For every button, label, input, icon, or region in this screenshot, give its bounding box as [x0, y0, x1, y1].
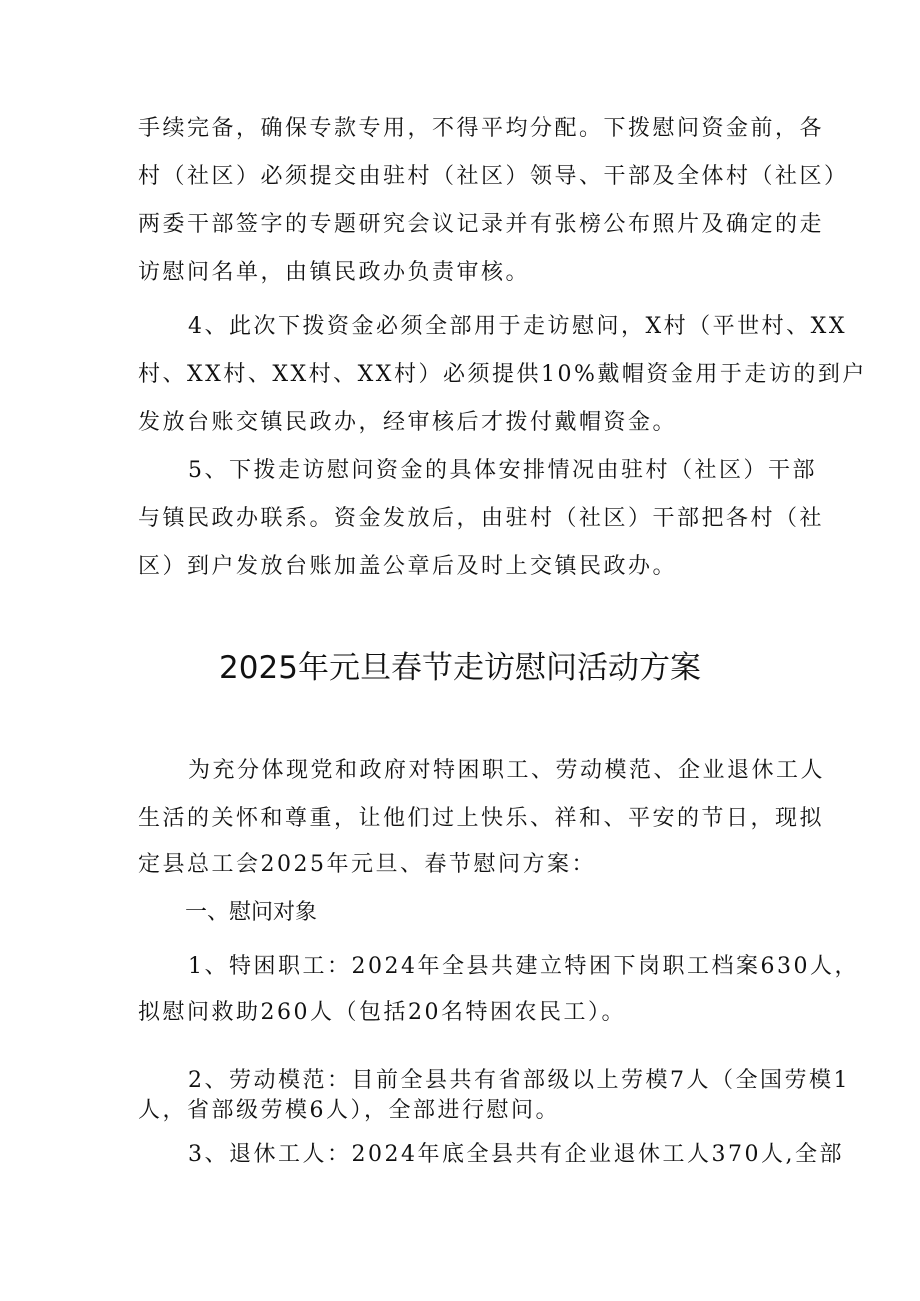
document-title: 2025年元旦春节走访慰问活动方案	[219, 650, 701, 686]
text-line: 区）到户发放台账加盖公章后及时上交镇民政办。	[138, 554, 678, 579]
text-line: 发放台账交镇民政办，经审核后才拨付戴帽资金。	[138, 410, 678, 435]
text-line: 人，省部级劳模6人），全部进行慰问。	[138, 1098, 560, 1123]
text-line: 5、下拨走访慰问资金的具体安排情况由驻村（社区）干部	[188, 458, 817, 483]
text-line: 两委干部签字的专题研究会议记录并有张榜公布照片及确定的走	[138, 212, 825, 237]
text-line: 为充分体现党和政府对特困职工、劳动模范、企业退休工人	[188, 758, 826, 783]
text-line: 定县总工会2025年元旦、春节慰问方案：	[138, 852, 596, 877]
text-line: 1、特困职工：2024年全县共建立特困下岗职工档案630人，	[188, 954, 859, 979]
text-line: 手续完备，确保专款专用，不得平均分配。下拨慰问资金前，各	[138, 116, 825, 141]
text-line: 与镇民政办联系。资金发放后，由驻村（社区）干部把各村（社	[138, 506, 825, 531]
text-line: 3、退休工人：2024年底全县共有企业退休工人370人,全部	[188, 1142, 844, 1167]
text-line: 村、XX村、XX村、XX村）必须提供10%戴帽资金用于走访的到户	[138, 362, 867, 387]
text-line: 2、劳动模范：目前全县共有省部级以上劳模7人（全国劳模1	[188, 1068, 850, 1093]
text-line: 生活的关怀和尊重，让他们过上快乐、祥和、平安的节日，现拟	[138, 806, 825, 831]
text-line: 拟慰问救助260人（包括20名特困农民工）。	[138, 1000, 626, 1025]
section-heading: 一、慰问对象	[185, 900, 318, 925]
text-line: 4、此次下拨资金必须全部用于走访慰问，X村（平世村、XX	[188, 314, 847, 339]
text-line: 村（社区）必须提交由驻村（社区）领导、干部及全体村（社区）	[138, 164, 849, 189]
text-line: 访慰问名单，由镇民政办负责审核。	[138, 260, 531, 285]
